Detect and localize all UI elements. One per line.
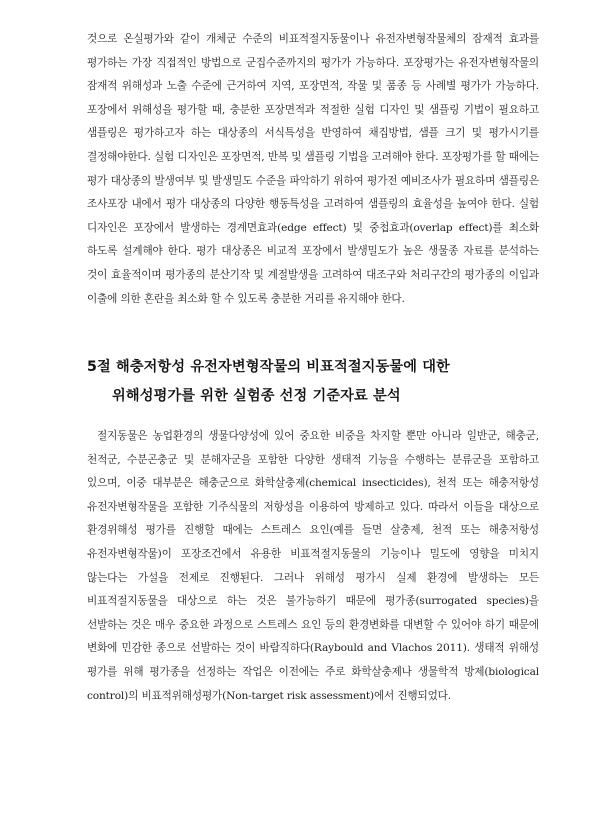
body-paragraph-field-evaluation: 것으로 온실평가와 같이 개체군 수준의 비표적절지동물이나 유전자변형작물체의 잠재적 효과를 평가하는 가장 직접적인 방법으로 군집수준까지의 평가가 가능하다. 포장평가는 유전자변형작물의 잠재적 위해성과 노출 수준에 근거하여 지역, 포장면적, 작물 및 품종 등 사례별 평가가 가능하다. 포장에서 위해성을 평가할 때, 충분한 포장면적과 적절한 실험 디자인 및 샘플링 기법이 필요하고 샘플링은 평가하고자 하는 대상종의 서식특성을 반영하여 채집방법, 샘플 크기 및 평가시기를 결정해야한다. 실험 디자인은 포장면적, 반복 및 샘플링 기법을 고려해야 한다. 포장평가를 할 때에는 평가 대상종의 발생여부 및 발생밀도 수준을 파악하기 위하여 평가전 예비조사가 필요하며 샘플링은 조사포장 내에서 평가 대상종의 다양한 행동특성을 고려하여 샘플링의 효율성을 높여야 한다. 실험 디자인은 포장에서 발생하는 경계면효과(edge effect) 및 중첩효과(overlap effect)를 최소화 하도록 설계해야 한다. 평가 대상종은 비교적 포장에서 발생밀도가 높은 생물종 자료를 분석하는 것이 효율적이며 평가종의 분산기작 및 계절발생을 고려하여 대조구와 처리구간의 평가종의 이입과 이출에 의한 혼란을 최소화 할 수 있도록 충분한 거리를 유지해야 한다. <box>87 33 539 305</box>
section-heading-line-2: 위해성평가를 위한 실험종 선정 기준자료 분석 <box>112 388 401 404</box>
section-heading-line-1: 5절 해충저항성 유전자변형작물의 비표적절지동물에 대한 <box>87 359 450 375</box>
body-paragraph-arthropods: 절지동물은 농업환경의 생물다양성에 있어 중요한 비중을 차지할 뿐만 아니라 일반군, 해충군, 천적군, 수분곤충군 및 분해자군을 포함한 다양한 생태적 기능을 수행하는 분류군을 포함하고 있으며, 이중 대부분은 해충군으로 화학살충제(chemical insecticides), 천적 또는 해충저항성 유전자변형작물을 포함한 기주식물의 저항성을 이용하여 방제하고 있다. 따라서 이들을 대상으로 환경위해성 평가를 진행할 때에는 스트레스 요인(예를 들면 살충제, 천적 또는 해충저항성 유전자변형작물)이 포장조건에서 유용한 비표적절지동물의 기능이나 밀도에 영향을 미치지 않는다는 가설을 전제로 진행된다. 그러나 위해성 평가시 실제 환경에 발생하는 모든 비표적절지동물을 대상으로 하는 것은 불가능하기 때문에 평가종(surrogated species)을 선발하는 것은 매우 중요한 과정으로 스트레스 요인 등의 환경변화를 대변할 수 있어야 하기 때문에 변화에 민감한 종으로 선발하는 것이 바람직하다(Raybould and Vlachos 2011). 생태적 위해성 평가를 위해 평가종을 선정하는 작업은 이전에는 주로 화학살충제나 생물학적 방제(biological control)의 비표적위해성평가(Non-target risk assessment)에서 진행되었다. <box>87 430 539 702</box>
